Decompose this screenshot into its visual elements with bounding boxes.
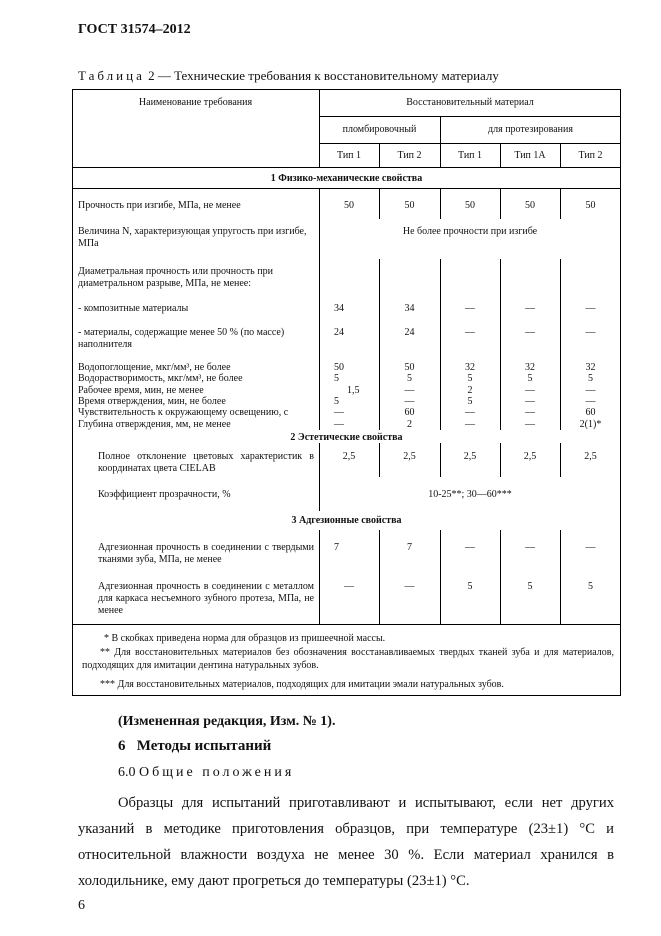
- header-type-1-filling: Тип 1: [336, 150, 362, 161]
- cell-adh-metal-c1: —: [344, 581, 354, 592]
- table-caption-text: 2 — Технические требования к восстановительному материалу: [144, 68, 499, 83]
- cell-cure-time-c4: —: [525, 396, 535, 407]
- cell-cure-depth-c1: —: [334, 419, 344, 430]
- row-label-comp: - композитные материалы: [78, 303, 189, 314]
- cell-water-sol-c4: 5: [527, 373, 533, 384]
- cell-comp-c4: —: [525, 303, 535, 314]
- row-label-diam: Диаметральная прочность или прочность при диаметральном разрыве, МПа, не менее:: [78, 266, 273, 289]
- cell-water-abs-c4: 32: [525, 362, 535, 373]
- rule-header-bottom: [72, 167, 621, 168]
- subsection-6-0-heading: [118, 765, 294, 781]
- document-header: ГОСТ 31574–2012: [78, 22, 191, 37]
- cell-comp-c3: —: [465, 303, 475, 314]
- cell-nval-merged: Не более прочности при изгибе: [402, 226, 538, 237]
- cell-color-c5: 2,5: [584, 451, 597, 462]
- cell-adh-teeth-c2: 7: [407, 542, 412, 553]
- section-adhesion: 3 Адгезионные свойства: [291, 515, 402, 526]
- cell-light-sens-c2: 60: [404, 407, 415, 418]
- row-label-work-time: Рабочее время, мин, не менее: [78, 385, 204, 396]
- cell-less50-c5: —: [585, 327, 596, 338]
- cell-work-time-c1: 1,5: [347, 385, 360, 396]
- cell-adh-metal-c5: 5: [588, 581, 593, 592]
- footnote-1: * В скобках приведена норма для образцов из пришеечной массы.: [104, 633, 386, 644]
- cell-adh-metal-c4: 5: [527, 581, 533, 592]
- cell-color-c1: 2,5: [342, 451, 356, 462]
- rule-subgroup: [319, 143, 621, 144]
- row-label-less50: - материалы, содержащие менее 50 % (по массе) наполнителя: [78, 327, 285, 350]
- cell-less50-c4: —: [525, 327, 535, 338]
- cell-color-c3: 2,5: [463, 451, 477, 462]
- cell-cure-time-c3: 5: [467, 396, 473, 407]
- cell-cure-depth-c2: 2: [407, 419, 412, 430]
- header-prosthetics: для протезирования: [488, 124, 573, 135]
- cell-adh-metal-c2: —: [404, 581, 415, 592]
- cell-work-time-c3: 2: [467, 385, 473, 396]
- cell-adh-teeth-c4: —: [525, 542, 535, 553]
- row-label-transp: Коэффициент прозрачности, %: [98, 489, 231, 500]
- vrule-label-s1: [319, 259, 320, 430]
- cell-water-sol-c5: 5: [588, 373, 593, 384]
- header-type-2-prost: Тип 2: [578, 150, 603, 161]
- cell-flex-c1: 50: [344, 200, 354, 211]
- cell-adh-teeth-c5: —: [585, 542, 596, 553]
- cell-water-sol-c3: 5: [467, 373, 473, 384]
- header-material: Восстановительный материал: [406, 97, 534, 108]
- cell-comp-c2: 34: [404, 303, 415, 314]
- cell-cure-time-c2: —: [404, 396, 415, 407]
- footnote-2: ** Для восстановительных материалов без обозначения восстанавливаемых твердых тканей зуба и для материалов, подходящих для имитации дентина натуральных зубов.: [82, 647, 614, 671]
- cell-less50-c1: 24: [334, 327, 344, 338]
- vrule-label-nval: [319, 219, 320, 259]
- cell-light-sens-c5: 60: [585, 407, 596, 418]
- rule-section1: [72, 188, 621, 189]
- row-label-light-sens: Чувствительность к окружающему освещению, с: [78, 407, 289, 418]
- row-label-adh-metal: Адгезионная прочность в соединении с металлом для каркаса несъемного зубного протеза, МПа, не менее: [98, 581, 314, 616]
- cell-light-sens-c1: —: [334, 407, 344, 418]
- subsection-title: Общие положения: [139, 765, 295, 780]
- cell-flex-c4: 50: [525, 200, 535, 211]
- cell-transp-merged: 10-25**; 30—60***: [428, 489, 512, 500]
- header-type-1a-prost: Тип 1А: [514, 150, 546, 161]
- cell-light-sens-c4: —: [525, 407, 535, 418]
- amendment-note: (Измененная редакция, Изм. № 1).: [118, 714, 336, 729]
- footnote-3: *** Для восстановительных материалов, подходящих для имитации эмали натуральных зубов.: [100, 679, 504, 690]
- row-label-cure-time: Время отверждения, мин, не более: [78, 396, 226, 407]
- row-label-water-abs: Водопоглощение, мкг/мм³, не более: [78, 362, 231, 373]
- section-physmech: 1 Физико-механические свойства: [270, 173, 423, 184]
- table-caption: [78, 68, 499, 84]
- row-label-water-sol: Водорастворимость, мкг/мм³, не более: [78, 373, 243, 384]
- cell-adh-teeth-c1: 7: [334, 542, 339, 553]
- cell-less50-c2: 24: [404, 327, 415, 338]
- cell-light-sens-c3: —: [465, 407, 475, 418]
- header-type-2-filling: Тип 2: [397, 150, 422, 161]
- cell-adh-teeth-c3: —: [465, 542, 475, 553]
- cell-work-time-c4: —: [525, 385, 535, 396]
- subsection-number: 6.0: [118, 765, 139, 780]
- cell-comp-c5: —: [585, 303, 596, 314]
- cell-less50-c3: —: [465, 327, 475, 338]
- cell-water-abs-c2: 50: [404, 362, 415, 373]
- cell-cure-depth-c5: 2(1)*: [579, 419, 602, 430]
- cell-water-sol-c1: 5: [334, 373, 339, 384]
- cell-comp-c1: 34: [334, 303, 344, 314]
- cell-cure-depth-c4: —: [525, 419, 535, 430]
- cell-color-c4: 2,5: [523, 451, 537, 462]
- cell-water-abs-c5: 32: [585, 362, 596, 373]
- cell-work-time-c5: —: [585, 385, 596, 396]
- header-filling: пломбировочный: [342, 124, 417, 135]
- cell-cure-time-c5: —: [585, 396, 596, 407]
- header-type-1-prost: Тип 1: [457, 150, 483, 161]
- row-label-nval: Величина N, характеризующая упругость при изгибе, МПа: [78, 226, 307, 249]
- cell-flex-c3: 50: [465, 200, 475, 211]
- header-requirement: Наименование требования: [138, 97, 253, 108]
- section-6-heading: 6 Методы испытаний: [118, 738, 272, 754]
- vrule-label-s3: [319, 530, 320, 624]
- cell-cure-time-c1: 5: [334, 396, 339, 407]
- row-label-color: Полное отклонение цветовых характеристик в координатах цвета CIELAB: [98, 451, 314, 474]
- section-aesthetic: 2 Эстетические свойства: [290, 432, 403, 443]
- table-caption-prefix: Таблица: [78, 68, 145, 83]
- rule-footnotes: [72, 624, 621, 625]
- row-label-flex: Прочность при изгибе, МПа, не менее: [78, 200, 241, 211]
- cell-adh-metal-c3: 5: [467, 581, 473, 592]
- cell-water-sol-c2: 5: [407, 373, 412, 384]
- cell-cure-depth-c3: —: [465, 419, 475, 430]
- page-number: 6: [78, 898, 85, 913]
- cell-flex-c2: 50: [404, 200, 415, 211]
- body-paragraph: Образцы для испытаний приготавливают и испытывают, если нет других указаний в методике приготовления образцов, при температуре (23±1) °С и относительной влажности воздуха не менее 30 %. Если материал хранился в холодильнике, ему дают прогреться до температуры (23±1) °С.: [78, 795, 614, 889]
- cell-water-abs-c1: 50: [334, 362, 344, 373]
- cell-color-c2: 2,5: [403, 451, 416, 462]
- rule-material: [319, 116, 621, 117]
- row-label-cure-depth: Глубина отверждения, мм, не менее: [78, 419, 231, 430]
- cell-flex-c5: 50: [585, 200, 596, 211]
- row-label-adh-teeth: Адгезионная прочность в соединении с твердыми тканями зуба, МПа, не менее: [98, 542, 314, 565]
- cell-work-time-c2: —: [404, 385, 415, 396]
- cell-water-abs-c3: 32: [465, 362, 475, 373]
